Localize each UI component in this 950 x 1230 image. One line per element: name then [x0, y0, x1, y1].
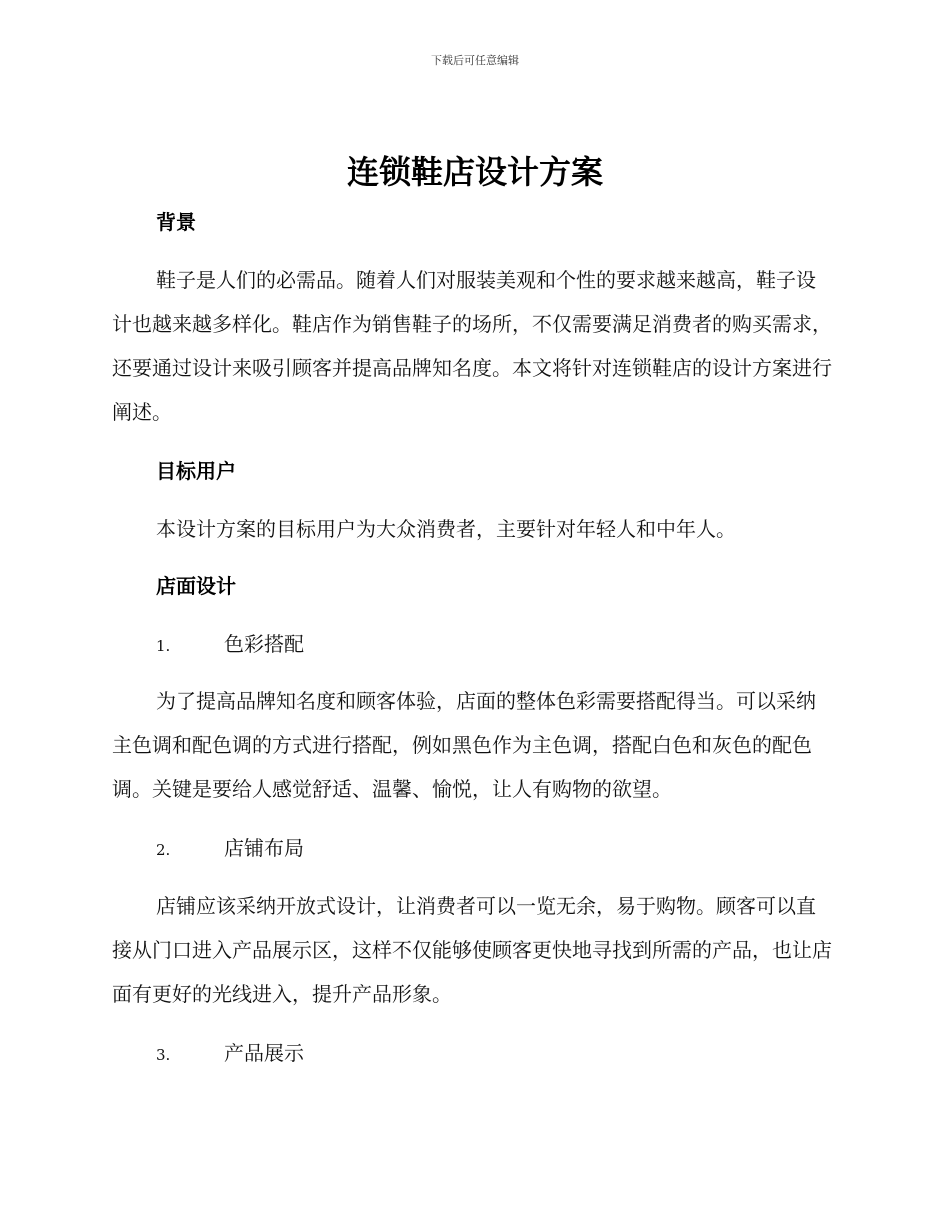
list-item-title: 店铺布局	[224, 836, 304, 860]
list-item-number: 1.	[156, 637, 171, 655]
list-item-title: 产品展示	[224, 1041, 304, 1065]
paragraph-target-users: 本设计方案的目标用户为大众消费者，主要针对年轻人和中年人。	[156, 517, 736, 541]
document-title: 连锁鞋店设计方案	[346, 153, 603, 191]
list-item-number: 3.	[156, 1046, 171, 1064]
page-header-note: 下载后可任意编辑	[431, 54, 519, 67]
list-item-store-layout	[156, 834, 304, 864]
list-item-number: 2.	[156, 841, 171, 859]
section-heading-store-design: 店面设计	[156, 574, 236, 598]
list-item-product-display	[156, 1039, 304, 1069]
list-item-title: 色彩搭配	[224, 632, 304, 656]
section-heading-target-users: 目标用户	[156, 459, 236, 483]
paragraph-background: 鞋子是人们的必需品。随着人们对服装美观和个性的要求越来越高，鞋子设计也越来越多样化。鞋店作为销售鞋子的场所，不仅需要满足消费者的购买需求，还要通过设计来吸引顾客并提高品牌知名度。本文将针对连锁鞋店的设计方案进行阐述。	[112, 268, 832, 424]
section-heading-background: 背景	[156, 210, 196, 234]
list-item-color-matching	[156, 630, 304, 660]
paragraph-color-matching: 为了提高品牌知名度和顾客体验，店面的整体色彩需要搭配得当。可以采纳主色调和配色调的方式进行搭配，例如黑色作为主色调，搭配白色和灰色的配色调。关键是要给人感觉舒适、温馨、愉悦，让人有购物的欲望。	[112, 689, 816, 801]
paragraph-store-layout: 店铺应该采纳开放式设计，让消费者可以一览无余，易于购物。顾客可以直接从门口进入产品展示区，这样不仅能够使顾客更快地寻找到所需的产品，也让店面有更好的光线进入，提升产品形象。	[112, 894, 832, 1006]
